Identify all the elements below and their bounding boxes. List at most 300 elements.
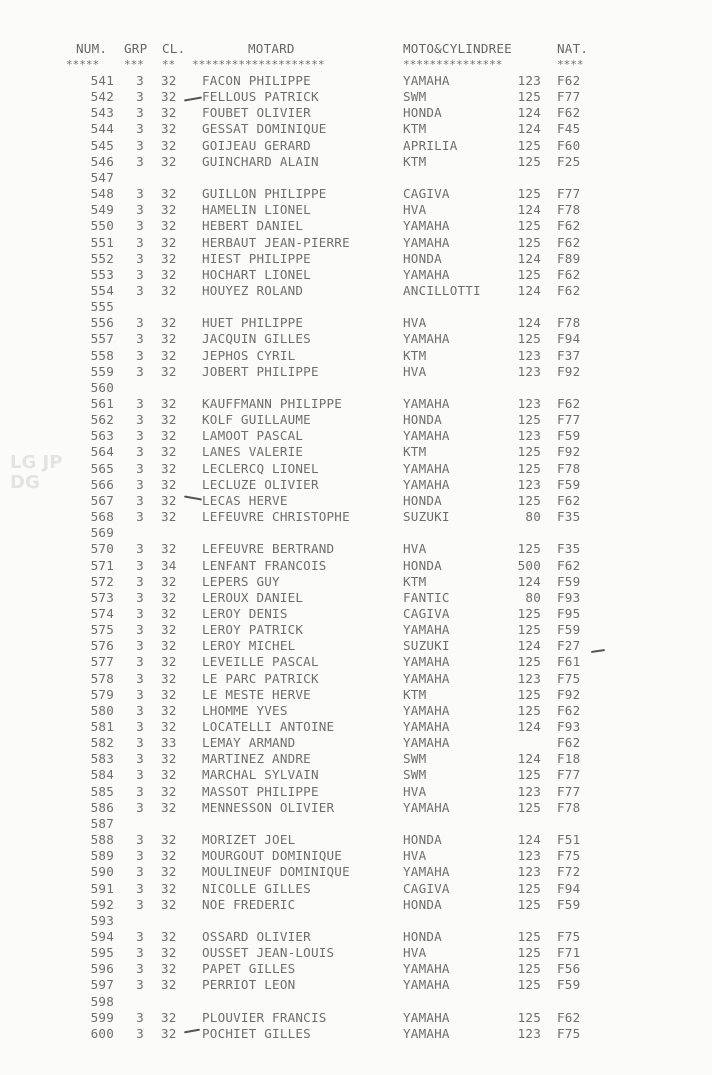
table-row: [0, 396, 712, 412]
group: 3: [136, 282, 144, 298]
nationality-code: F78: [557, 460, 581, 476]
rider-name: LE MESTE HERVE: [202, 686, 311, 702]
class: 32: [161, 751, 177, 767]
rider-number: 596: [90, 961, 114, 977]
group: 3: [136, 363, 144, 379]
cylinder-capacity: 123: [517, 363, 541, 379]
table-row: [0, 703, 712, 719]
rider-name: HUET PHILIPPE: [202, 315, 304, 331]
table-row: [0, 541, 712, 557]
rider-name: PLOUVIER FRANCIS: [202, 1009, 327, 1025]
nationality-code: F62: [557, 702, 581, 718]
motorcycle-make: KTM: [403, 444, 427, 460]
rider-number: 557: [90, 331, 114, 347]
class: 32: [161, 428, 177, 444]
motorcycle-make: YAMAHA: [403, 460, 450, 476]
group: 3: [136, 751, 144, 767]
cylinder-capacity: 123: [517, 864, 541, 880]
table-row: [0, 218, 712, 234]
table-row: [0, 913, 712, 929]
rider-number: 570: [90, 541, 114, 557]
group: 3: [136, 202, 144, 218]
nationality-code: F60: [557, 137, 581, 153]
table-row: [0, 800, 712, 816]
group: 3: [136, 509, 144, 525]
motorcycle-make: FANTIC: [403, 589, 450, 605]
rider-name: GUINCHARD ALAIN: [202, 153, 319, 169]
cylinder-capacity: 125: [517, 945, 541, 961]
class: 32: [161, 105, 177, 121]
cylinder-capacity: 125: [517, 234, 541, 250]
rider-number: 563: [90, 428, 114, 444]
rider-number: 550: [90, 218, 114, 234]
class: 32: [161, 476, 177, 492]
class: 32: [161, 315, 177, 331]
motorcycle-make: HONDA: [403, 928, 442, 944]
separator-moto-cylindree: ***************: [403, 58, 503, 71]
cylinder-capacity: 125: [517, 928, 541, 944]
class: 32: [161, 331, 177, 347]
motorcycle-make: YAMAHA: [403, 218, 450, 234]
motorcycle-make: YAMAHA: [403, 476, 450, 492]
rider-name: MOURGOUT DOMINIQUE: [202, 848, 343, 864]
motorcycle-make: KTM: [403, 347, 427, 363]
cylinder-capacity: 125: [517, 880, 541, 896]
table-row: [0, 671, 712, 687]
class: 32: [161, 153, 177, 169]
rider-name: LENFANT FRANCOIS: [202, 557, 327, 573]
cylinder-capacity: 125: [517, 622, 541, 638]
group: 3: [136, 767, 144, 783]
nationality-code: F51: [557, 832, 581, 848]
rider-number: 573: [90, 589, 114, 605]
nationality-code: F62: [557, 105, 581, 121]
class: 32: [161, 202, 177, 218]
table-row: [0, 994, 712, 1010]
cylinder-capacity: 123: [517, 1025, 541, 1041]
header-nat: NAT.: [557, 41, 589, 56]
group: 3: [136, 799, 144, 815]
group: 3: [136, 492, 144, 508]
table-row: [0, 299, 712, 315]
nationality-code: F78: [557, 202, 581, 218]
group: 3: [136, 573, 144, 589]
rider-name: GESSAT DOMINIQUE: [202, 121, 327, 137]
class: 32: [161, 896, 177, 912]
rider-name: LE PARC PATRICK: [202, 670, 319, 686]
rider-number: 560: [90, 379, 114, 395]
group: 3: [136, 105, 144, 121]
table-row: [0, 461, 712, 477]
rider-number: 541: [90, 73, 114, 88]
table-row: [0, 509, 712, 525]
nationality-code: F62: [557, 234, 581, 250]
motorcycle-make: CAGIVA: [403, 186, 450, 202]
group: 3: [136, 412, 144, 428]
motorcycle-make: YAMAHA: [403, 1009, 450, 1025]
group: 3: [136, 460, 144, 476]
motorcycle-make: HVA: [403, 848, 427, 864]
nationality-code: F77: [557, 412, 581, 428]
motorcycle-make: YAMAHA: [403, 73, 450, 88]
nationality-code: F56: [557, 961, 581, 977]
class: 32: [161, 719, 177, 734]
table-row: [0, 235, 712, 251]
class: 32: [161, 686, 177, 702]
class: 32: [161, 670, 177, 686]
motorcycle-make: HONDA: [403, 832, 442, 848]
cylinder-capacity: 125: [517, 799, 541, 815]
rider-number: 572: [90, 573, 114, 589]
cylinder-capacity: 123: [517, 783, 541, 799]
class: 32: [161, 1009, 177, 1025]
nationality-code: F59: [557, 896, 581, 912]
class: 32: [161, 460, 177, 476]
rider-name: HEBERT DANIEL: [202, 218, 304, 234]
group: 3: [136, 622, 144, 638]
class: 32: [161, 702, 177, 718]
rider-number: 543: [90, 105, 114, 121]
group: 3: [136, 218, 144, 234]
rider-number: 553: [90, 266, 114, 282]
motorcycle-make: YAMAHA: [403, 864, 450, 880]
motorcycle-make: YAMAHA: [403, 331, 450, 347]
rider-name: LHOMME YVES: [202, 702, 288, 718]
class: 32: [161, 73, 177, 88]
nationality-code: F75: [557, 928, 581, 944]
group: 3: [136, 896, 144, 912]
class: 32: [161, 589, 177, 605]
table-row: [0, 380, 712, 396]
nationality-code: F94: [557, 331, 581, 347]
nationality-code: F62: [557, 396, 581, 411]
table-row: [0, 574, 712, 590]
cylinder-capacity: 125: [517, 460, 541, 476]
group: 3: [136, 735, 144, 751]
nationality-code: F59: [557, 573, 581, 589]
group: 3: [136, 557, 144, 573]
table-row: [0, 477, 712, 493]
rider-number: 568: [90, 509, 114, 525]
class: 32: [161, 605, 177, 621]
class: 32: [161, 848, 177, 864]
nationality-code: F62: [557, 492, 581, 508]
motorcycle-make: HONDA: [403, 250, 442, 266]
nationality-code: F95: [557, 605, 581, 621]
table-row: [0, 751, 712, 767]
nationality-code: F77: [557, 186, 581, 202]
group: 3: [136, 476, 144, 492]
motorcycle-make: HVA: [403, 202, 427, 218]
table-row: [0, 121, 712, 137]
rider-name: MARTINEZ ANDRE: [202, 751, 311, 767]
rider-name: LEFEUVRE CHRISTOPHE: [202, 509, 350, 525]
cylinder-capacity: 123: [517, 428, 541, 444]
rider-name: HOCHART LIONEL: [202, 266, 311, 282]
table-row: [0, 1026, 712, 1042]
separator-cl: **: [162, 58, 176, 71]
table-row: [0, 945, 712, 961]
group: 3: [136, 864, 144, 880]
cylinder-capacity: 123: [517, 848, 541, 864]
cylinder-capacity: 124: [517, 751, 541, 767]
group: 3: [136, 961, 144, 977]
class: 32: [161, 573, 177, 589]
rider-name: JOBERT PHILIPPE: [202, 363, 319, 379]
class: 32: [161, 622, 177, 638]
table-row: [0, 687, 712, 703]
rider-name: JACQUIN GILLES: [202, 331, 311, 347]
nationality-code: F62: [557, 266, 581, 282]
cylinder-capacity: 123: [517, 476, 541, 492]
rider-number: 582: [90, 735, 114, 751]
motorcycle-make: HVA: [403, 363, 427, 379]
rider-number: 561: [90, 396, 114, 411]
table-row: [0, 784, 712, 800]
nationality-code: F78: [557, 315, 581, 331]
group: 3: [136, 1009, 144, 1025]
rider-number: 571: [90, 557, 114, 573]
rider-name: HIEST PHILIPPE: [202, 250, 311, 266]
rider-number: 545: [90, 137, 114, 153]
table-row: [0, 622, 712, 638]
cylinder-capacity: 123: [517, 347, 541, 363]
cylinder-capacity: 124: [517, 105, 541, 121]
rider-number: 595: [90, 945, 114, 961]
class: 32: [161, 864, 177, 880]
rider-name: FACON PHILIPPE: [202, 73, 311, 88]
class: 32: [161, 492, 177, 508]
group: 3: [136, 686, 144, 702]
cylinder-capacity: 125: [517, 977, 541, 993]
table-row: [0, 929, 712, 945]
rider-number: 577: [90, 654, 114, 670]
rider-name: LEROY PATRICK: [202, 622, 304, 638]
table-row: [0, 170, 712, 186]
rider-name: FELLOUS PATRICK: [202, 89, 319, 105]
rider-number: 542: [90, 89, 114, 105]
group: 3: [136, 702, 144, 718]
rider-name: LANES VALERIE: [202, 444, 304, 460]
cylinder-capacity: 124: [517, 573, 541, 589]
nationality-code: F77: [557, 767, 581, 783]
class: 32: [161, 880, 177, 896]
rider-number: 569: [90, 525, 114, 541]
group: 3: [136, 234, 144, 250]
motorcycle-make: YAMAHA: [403, 266, 450, 282]
cylinder-capacity: 124: [517, 250, 541, 266]
cylinder-capacity: 125: [517, 686, 541, 702]
motorcycle-make: YAMAHA: [403, 719, 450, 734]
table-row: [0, 444, 712, 460]
group: 3: [136, 928, 144, 944]
nationality-code: F25: [557, 153, 581, 169]
table-row: [0, 864, 712, 880]
cylinder-capacity: 123: [517, 670, 541, 686]
rider-number: 576: [90, 638, 114, 654]
rider-number: 590: [90, 864, 114, 880]
motorcycle-make: SUZUKI: [403, 638, 450, 654]
motorcycle-make: CAGIVA: [403, 605, 450, 621]
header-moto-cylindree: MOTO&CYLINDREE: [403, 41, 512, 56]
nationality-code: F75: [557, 1025, 581, 1041]
rider-name: POCHIET GILLES: [202, 1025, 311, 1041]
rider-name: NOE FREDERIC: [202, 896, 296, 912]
rider-number: 594: [90, 928, 114, 944]
class: 32: [161, 282, 177, 298]
class: 32: [161, 250, 177, 266]
rider-number: 598: [90, 993, 114, 1009]
motorcycle-make: YAMAHA: [403, 396, 450, 411]
table-row: [0, 558, 712, 574]
table-row: [0, 719, 712, 735]
class: 32: [161, 412, 177, 428]
rider-name: MASSOT PHILIPPE: [202, 783, 319, 799]
nationality-code: F75: [557, 670, 581, 686]
table-row: [0, 202, 712, 218]
cylinder-capacity: 124: [517, 202, 541, 218]
rider-number: 581: [90, 719, 114, 734]
table-row: [0, 816, 712, 832]
class: 32: [161, 541, 177, 557]
motorcycle-make: YAMAHA: [403, 735, 450, 751]
table-row: [0, 767, 712, 783]
motorcycle-make: YAMAHA: [403, 428, 450, 444]
motorcycle-make: HONDA: [403, 557, 442, 573]
group: 3: [136, 638, 144, 654]
rider-number: 564: [90, 444, 114, 460]
group: 3: [136, 428, 144, 444]
rider-name: LEVEILLE PASCAL: [202, 654, 319, 670]
rider-name: OUSSET JEAN-LOUIS: [202, 945, 335, 961]
group: 3: [136, 541, 144, 557]
motorcycle-make: KTM: [403, 121, 427, 137]
motorcycle-make: SWM: [403, 767, 427, 783]
table-row: [0, 977, 712, 993]
group: 3: [136, 315, 144, 331]
group: 3: [136, 832, 144, 848]
table-row: [0, 412, 712, 428]
cylinder-capacity: 125: [517, 331, 541, 347]
motorcycle-make: KTM: [403, 573, 427, 589]
table-row: [0, 73, 712, 89]
cylinder-capacity: 80: [525, 509, 541, 525]
nationality-code: F59: [557, 977, 581, 993]
table-row: [0, 315, 712, 331]
rider-name: LEROY MICHEL: [202, 638, 296, 654]
rider-number: 588: [90, 832, 114, 848]
table-row: [0, 525, 712, 541]
motorcycle-make: SWM: [403, 89, 427, 105]
table-row: [0, 348, 712, 364]
rider-number: 591: [90, 880, 114, 896]
motorcycle-make: HVA: [403, 783, 427, 799]
cylinder-capacity: 125: [517, 961, 541, 977]
table-row: [0, 735, 712, 751]
rider-name: LECLERCQ LIONEL: [202, 460, 319, 476]
rider-name: LEPERS GUY: [202, 573, 280, 589]
group: 3: [136, 670, 144, 686]
class: 32: [161, 783, 177, 799]
group: 3: [136, 250, 144, 266]
cylinder-capacity: 125: [517, 137, 541, 153]
class: 32: [161, 121, 177, 137]
nationality-code: F71: [557, 945, 581, 961]
rider-number: 552: [90, 250, 114, 266]
nationality-code: F59: [557, 476, 581, 492]
rider-name: GOIJEAU GERARD: [202, 137, 311, 153]
table-row: [0, 105, 712, 121]
class: 32: [161, 928, 177, 944]
class: 32: [161, 767, 177, 783]
rider-number: 586: [90, 799, 114, 815]
cylinder-capacity: 124: [517, 282, 541, 298]
group: 3: [136, 719, 144, 734]
group: 3: [136, 654, 144, 670]
motorcycle-make: YAMAHA: [403, 670, 450, 686]
rider-number: 583: [90, 751, 114, 767]
table-row: [0, 138, 712, 154]
rider-number: 555: [90, 299, 114, 315]
rider-number: 565: [90, 460, 114, 476]
rider-number: 556: [90, 315, 114, 331]
motorcycle-make: KTM: [403, 686, 427, 702]
group: 3: [136, 73, 144, 88]
motorcycle-make: HVA: [403, 945, 427, 961]
rider-name: OSSARD OLIVIER: [202, 928, 311, 944]
cylinder-capacity: 124: [517, 315, 541, 331]
header-motard: MOTARD: [248, 41, 295, 56]
motorcycle-make: HVA: [403, 541, 427, 557]
header-grp: GRP: [124, 41, 148, 56]
motorcycle-make: HVA: [403, 315, 427, 331]
rider-number: 549: [90, 202, 114, 218]
motorcycle-make: SWM: [403, 751, 427, 767]
header-num: NUM.: [76, 41, 108, 56]
table-row: [0, 897, 712, 913]
table-row: [0, 186, 712, 202]
class: 32: [161, 89, 177, 105]
motorcycle-make: ANCILLOTTI: [403, 282, 481, 298]
group: 3: [136, 121, 144, 137]
rider-name: MORIZET JOEL: [202, 832, 296, 848]
rider-number: 585: [90, 783, 114, 799]
class: 32: [161, 638, 177, 654]
class: 34: [161, 557, 177, 573]
rider-number: 562: [90, 412, 114, 428]
table-row: [0, 428, 712, 444]
table-row: [0, 638, 712, 654]
cylinder-capacity: 500: [517, 557, 541, 573]
cylinder-capacity: 125: [517, 541, 541, 557]
separator-num: *****: [66, 58, 100, 71]
motorcycle-make: APRILIA: [403, 137, 458, 153]
motorcycle-make: HONDA: [403, 896, 442, 912]
nationality-code: F35: [557, 509, 581, 525]
motorcycle-make: KTM: [403, 153, 427, 169]
class: 33: [161, 735, 177, 751]
group: 3: [136, 977, 144, 993]
class: 32: [161, 1025, 177, 1041]
group: 3: [136, 880, 144, 896]
rider-number: 544: [90, 121, 114, 137]
rider-number: 599: [90, 1009, 114, 1025]
cylinder-capacity: 124: [517, 121, 541, 137]
nationality-code: F62: [557, 282, 581, 298]
table-row: [0, 606, 712, 622]
class: 32: [161, 218, 177, 234]
nationality-code: F62: [557, 557, 581, 573]
